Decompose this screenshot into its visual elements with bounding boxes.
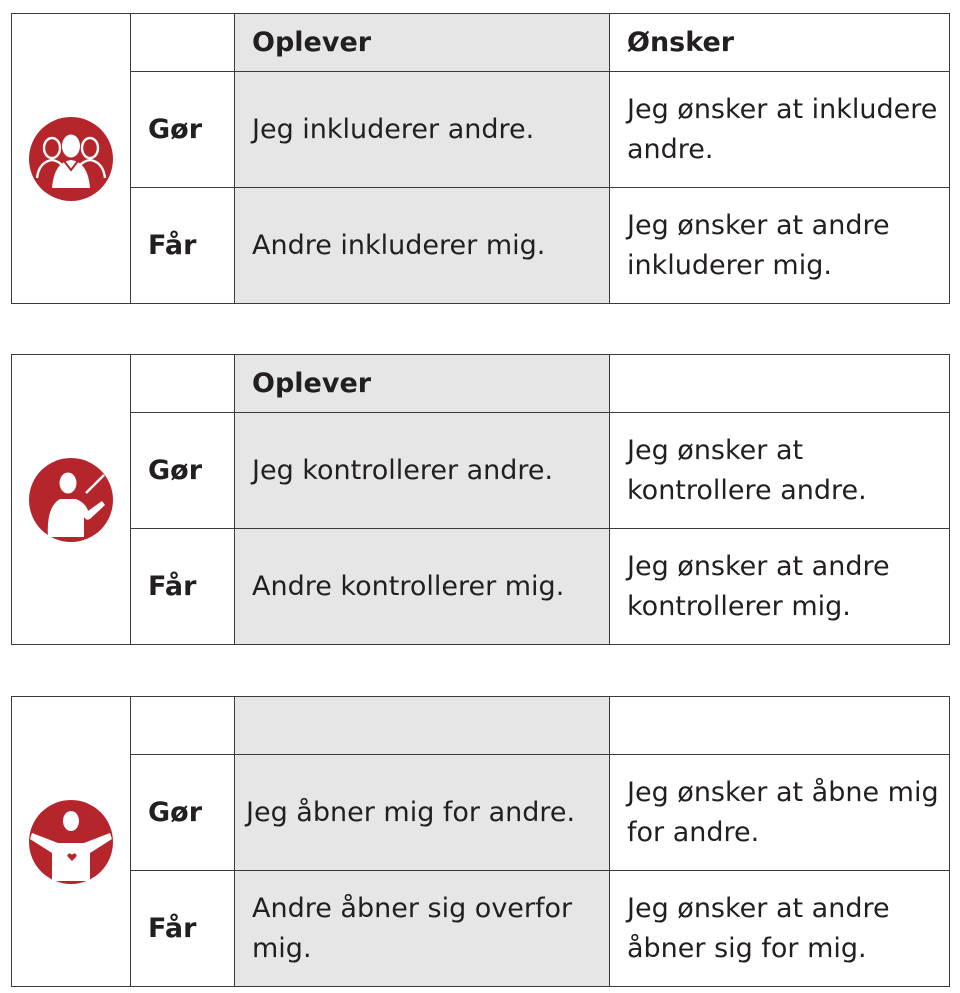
cell-oplever: Jeg åbner mig for andre.	[235, 755, 610, 871]
row-label-gor: Gør	[131, 413, 235, 529]
header-onsker	[610, 697, 950, 755]
table-control	[11, 354, 950, 645]
row-label-far: Får	[131, 529, 235, 645]
cell-oplever: Jeg kontrollerer andre.	[235, 413, 610, 529]
cell-oplever: Andre kontrollerer mig.	[235, 529, 610, 645]
icon-cell	[12, 697, 131, 987]
row-label-far: Får	[131, 871, 235, 987]
table-inclusion	[11, 13, 950, 304]
cell-onsker: Jeg ønsker at andre inkluderer mig.	[610, 188, 950, 304]
open-arms-heart-icon	[28, 799, 114, 885]
header-empty	[131, 14, 235, 72]
row-label-gor: Gør	[131, 72, 235, 188]
cell-onsker: Jeg ønsker at inkludere andre.	[610, 72, 950, 188]
header-empty	[131, 697, 235, 755]
cell-onsker: Jeg ønsker at åbne mig for andre.	[610, 755, 950, 871]
header-oplever: Oplever	[235, 14, 610, 72]
cell-onsker: Jeg ønsker at kontrollere andre.	[610, 413, 950, 529]
row-label-far: Får	[131, 188, 235, 304]
header-onsker: Ønsker	[610, 14, 950, 72]
table-openness	[11, 696, 950, 987]
conductor-icon	[28, 457, 114, 543]
cell-onsker: Jeg ønsker at andre kontrollerer mig.	[610, 529, 950, 645]
header-empty	[131, 355, 235, 413]
cell-oplever: Andre inkluderer mig.	[235, 188, 610, 304]
header-oplever: Oplever	[235, 355, 610, 413]
group-people-icon	[28, 116, 114, 202]
icon-cell	[12, 14, 131, 304]
cell-oplever: Andre åbner sig overfor mig.	[235, 871, 610, 987]
header-oplever	[235, 697, 610, 755]
cell-onsker: Jeg ønsker at andre åbner sig for mig.	[610, 871, 950, 987]
row-label-gor: Gør	[131, 755, 235, 871]
icon-cell	[12, 355, 131, 645]
cell-oplever: Jeg inkluderer andre.	[235, 72, 610, 188]
header-onsker	[610, 355, 950, 413]
